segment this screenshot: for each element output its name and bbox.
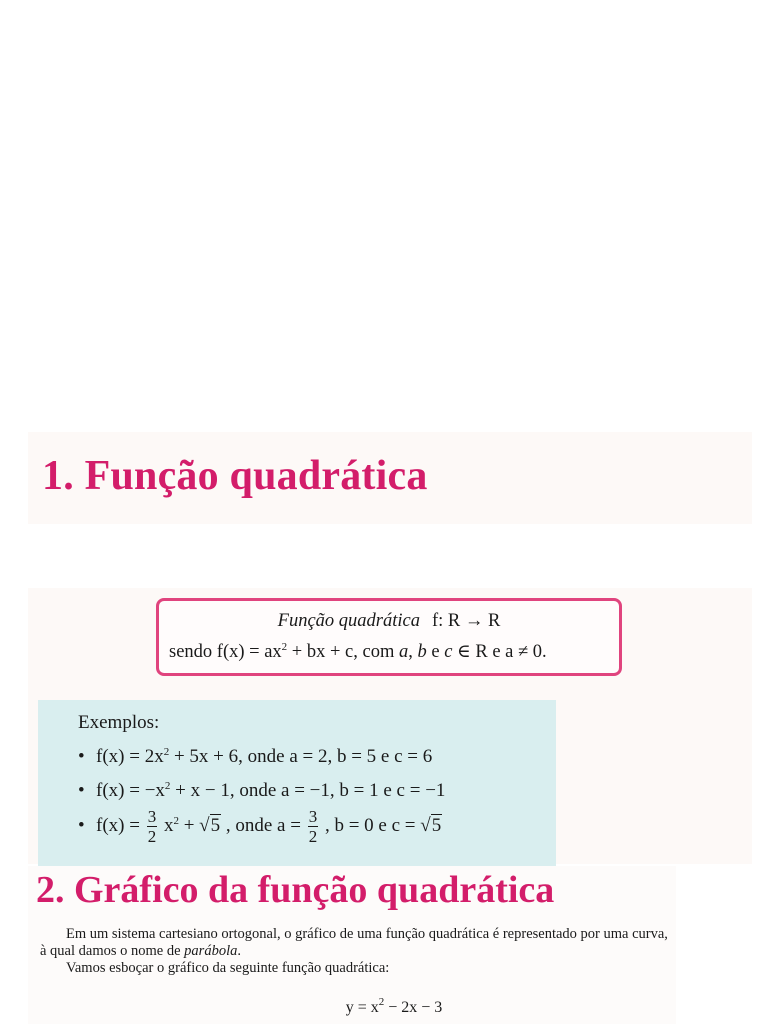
exponent: 2: [281, 641, 288, 653]
example-equation: [0, 996, 768, 1017]
definition-formula-line: [169, 641, 547, 663]
section-2-heading: 2. Gráfico da função quadrática: [36, 869, 555, 911]
radicand: 5: [210, 814, 221, 836]
fraction-numerator: 3: [308, 807, 318, 826]
example-coefficients: , onde a =: [221, 814, 306, 836]
radical-sign: √: [199, 814, 210, 836]
fraction-denominator: 2: [147, 827, 157, 846]
bullet-icon: •: [78, 780, 85, 801]
square-root: [420, 815, 442, 837]
exponent: 2: [378, 996, 385, 1008]
paragraph-text: Em um sistema cartesiano ortogonal, o gráfico de uma função quadrática é representado por uma curva, à qual damos o nome de: [40, 926, 668, 959]
definition-box: [156, 598, 622, 676]
equation-start: y = x: [345, 999, 379, 1016]
paragraph-text-2: Vamos esboçar o gráfico da seguinte função quadrática:: [66, 960, 390, 976]
example-coefficients: + 5x + 6, onde a = 2, b = 5 e c = 6: [169, 746, 433, 767]
plus-sign: +: [178, 814, 200, 836]
definition-title-line: [159, 611, 619, 632]
conj-e: e: [426, 642, 445, 662]
var-a: a: [398, 642, 409, 662]
section-1-heading: 1. Função quadrática: [42, 453, 428, 499]
square-root: [199, 815, 221, 837]
example-formula-x: x: [159, 814, 174, 836]
equation-end: − 2x − 3: [384, 999, 443, 1016]
bullet-icon: •: [78, 814, 85, 836]
exponent: 2: [163, 746, 170, 758]
definition-mapping: f: R → R: [431, 611, 501, 631]
example-item: [78, 746, 432, 768]
examples-label: Exemplos:: [78, 712, 160, 733]
example-coefficients: + x − 1, onde a = −1, b = 1 e c = −1: [170, 780, 446, 801]
var-c: c: [444, 642, 453, 662]
paragraph-period: .: [237, 943, 241, 959]
comma: ,: [408, 642, 418, 662]
exponent: 2: [164, 780, 171, 792]
fraction: [308, 808, 319, 845]
paragraph-emphasis: parábola: [184, 943, 238, 959]
example-coefficients: , b = 0 e c =: [320, 814, 421, 836]
exponent: 2: [173, 814, 179, 827]
bullet-icon: •: [78, 746, 85, 767]
example-formula: f(x) = −x: [96, 780, 165, 801]
radical-sign: √: [420, 814, 431, 836]
radicand: 5: [431, 814, 442, 836]
example-formula: f(x) = 2x: [96, 746, 164, 767]
definition-formula-end: ∈ R e a ≠ 0.: [452, 642, 547, 662]
example-item: [78, 808, 442, 845]
fraction-numerator: 3: [147, 807, 157, 826]
definition-title: Função quadrática: [277, 611, 420, 631]
section-2-paragraph: [40, 926, 670, 977]
definition-formula-mid: + bx + c, com: [287, 642, 399, 662]
definition-formula-start: sendo f(x) = ax: [169, 642, 282, 662]
example-formula: f(x) =: [96, 814, 145, 836]
example-item: [78, 780, 445, 802]
fraction: [147, 808, 158, 845]
fraction-denominator: 2: [308, 827, 318, 846]
examples-box: [38, 700, 556, 866]
var-b: b: [417, 642, 427, 662]
